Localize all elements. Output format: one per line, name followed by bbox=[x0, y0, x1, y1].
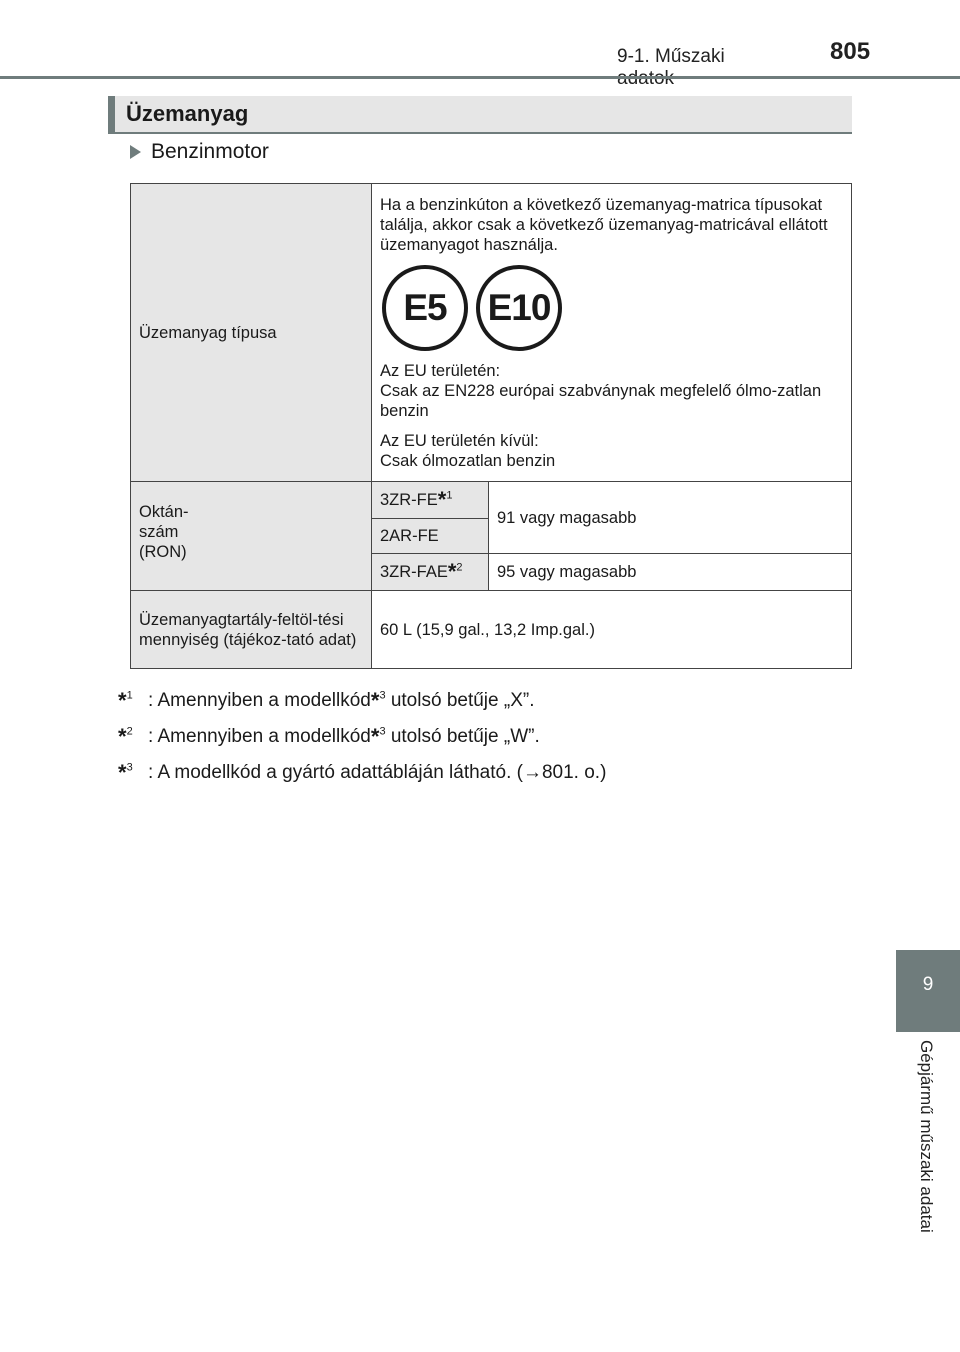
chapter-tab: 9 bbox=[896, 950, 960, 1032]
footnote-mark: *$^2$ bbox=[118, 724, 133, 749]
tank-value: 60 L (15,9 gal., 13,2 Imp.gal.) bbox=[372, 591, 852, 669]
engine-name: 3ZR-FAE bbox=[380, 563, 448, 581]
footnote-mark: *$^3$ bbox=[118, 760, 133, 785]
chapter-title-text: Gépjármű műszaki adatai bbox=[917, 1040, 936, 1233]
octane-value: 91 vagy magasabb bbox=[489, 482, 852, 554]
engine-name: 3ZR-FE bbox=[380, 491, 438, 509]
triangle-bullet-icon bbox=[130, 145, 141, 159]
chapter-title bbox=[896, 1040, 960, 1300]
footnote bbox=[118, 712, 606, 748]
footnote-text: : A modellkód a gyártó adattábláján látható. (→801. o.) bbox=[148, 762, 607, 783]
octane-label bbox=[131, 482, 372, 591]
header-section-title: 9-1. Műszaki bbox=[617, 46, 725, 67]
fuel-spec-table bbox=[130, 183, 852, 669]
section-heading bbox=[108, 96, 852, 134]
footnote-mark: *$^1$ bbox=[118, 688, 133, 713]
eu-inside-text bbox=[380, 361, 843, 421]
page-number: 805 bbox=[830, 38, 871, 65]
footnote bbox=[118, 748, 606, 784]
fuel-label-badges bbox=[382, 265, 843, 351]
footnotes bbox=[118, 676, 606, 784]
asterisk-icon: * bbox=[447, 559, 457, 584]
tank-label: Üzemanyagtartály-feltöl-tési mennyiség (tájékoz-tató adat) bbox=[131, 591, 372, 669]
fuel-intro: Ha a benzinkúton a következő üzemanyag-matrica típusokat találja, akkor csak a következő üzemanyag-matricával ellátott üzemanyagot használja. bbox=[380, 195, 828, 254]
eu-inside-heading: Az EU területén: bbox=[380, 361, 501, 380]
bullet-label: Benzinmotor bbox=[151, 140, 269, 163]
engine-cell bbox=[372, 554, 489, 591]
fuel-type-cell bbox=[372, 184, 852, 482]
engine-cell bbox=[372, 482, 489, 519]
eu-outside-heading: Az EU területén kívül: bbox=[380, 431, 539, 450]
table-row bbox=[131, 184, 852, 482]
table-row bbox=[131, 482, 852, 519]
octane-value: 95 vagy magasabb bbox=[489, 554, 852, 591]
footnote-text: : Amennyiben a modellkód*$^3$ utolsó betűje „X”. bbox=[148, 688, 535, 713]
footnote-text: : Amennyiben a modellkód*$^3$ utolsó betűje „W”. bbox=[148, 724, 540, 749]
footnote bbox=[118, 676, 606, 712]
eu-outside-text bbox=[380, 431, 843, 471]
eu-outside-body: Csak ólmozatlan benzin bbox=[380, 451, 556, 470]
footnote-ref: 1 bbox=[446, 489, 453, 502]
header-divider bbox=[0, 76, 960, 79]
eu-inside-body: Csak az EN228 európai szabványnak megfelelő ólmo-zatlan benzin bbox=[380, 381, 822, 420]
octane-label-text: Oktán-szám (RON) bbox=[139, 503, 189, 561]
engine-name: 2AR-FE bbox=[380, 527, 439, 545]
e10-badge: E10 bbox=[476, 265, 562, 351]
section-title: Üzemanyag bbox=[126, 101, 249, 126]
fuel-type-label: Üzemanyag típusa bbox=[131, 184, 372, 482]
asterisk-icon: * bbox=[437, 487, 447, 512]
e5-badge: E5 bbox=[382, 265, 468, 351]
section-accent bbox=[108, 96, 115, 132]
table-row bbox=[131, 591, 852, 669]
bullet-item bbox=[130, 140, 269, 164]
footnote-ref: 2 bbox=[456, 561, 463, 574]
engine-cell bbox=[372, 519, 489, 554]
